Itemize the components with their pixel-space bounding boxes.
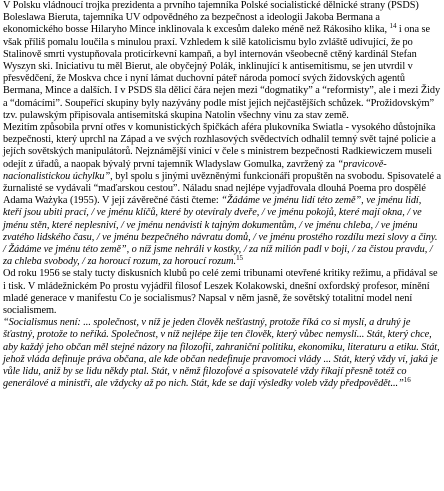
paragraph-text: i ona se však příliš pomalu loučila s minulou praxí. Vzhledem k silě katolicismu bylo zvláště udivující, že po Stalinově smrti vystupňovala proticírkevní kampaň, a byl internován všeobecně ctěný kardinál Stefan Wyszyn ski. Iniciativu tu měl Bierut, ale obyčejný Polák, inklinující k antisemitismu, se jen utvrdil v přesvědčení, že Moskva chce i nyní lámat duchovní páteř národa pomocí svých židovských agentů Bermana, Mince a dalších. I v PSDS šla dělicí čára nejen mezi “dogmatiky” a “reformisty”, ale i mezi Židy a “domácími”. Soupeřící skupiny byly nazývány podle míst jejich nejčastějších schůzek. “Prožidovským” tzv. pulawským připisovala antisemitská skupina Natolin všechny vinu za stav země. bbox=[3, 24, 441, 121]
paragraph-discussion-clubs bbox=[3, 268, 442, 317]
paragraph-poland-leadership bbox=[3, 0, 442, 122]
paragraph-text: V Polsku vládnoucí trojka prezidenta a prvního tajemníka Polské socialistické dělnické strany (PSDS) Boleslawa Bieruta, tajemníka UV odpovědného za bezpečnost a ideologii Jakoba Bermana a ekonomického bosse Hilaryho Mince inklinovala k excesům daleko méně než Rákosiho klika, bbox=[3, 0, 419, 36]
paragraph-text: Mezitím způsobila první otřes v komunistických špičkách aféra plukovníka Swiatla - vysokého důstojníka bezpečnosti, který uprchl na Západ a ve svých rozhlasových svědectvích odhalil temný svět tajné policie a jejích sovětských manipulátorů. Nejznámější vinicí v čele s ministrem bezpečnosti Radkiewiczem museli odejít z úřadů, a naopak bývalý první tajemník Wladyslaw Gomulka, zavržený za bbox=[3, 122, 436, 170]
italic-phrase: “pravicově-nacionalistickou úchylku” bbox=[3, 158, 387, 182]
paragraph-swiatlo-affair bbox=[3, 122, 442, 268]
paragraph-text: , byl spolu s jinými uvězněnými funkcionáři propuštěn na svobodu. Spisovatelé a žurnalisté se vydávali “maďarskou cestou”. Náladu snad nejlépe vyjadřovala dlouhá Poema pro dospělé Adama Ważyka (1955). V její závěrečné části čteme: bbox=[3, 170, 442, 207]
paragraph-kolakowski-quote bbox=[3, 317, 442, 390]
poem-quote: “Žádáme ve jménu lidí této země”, ve jménu lidí, kteří jsou ubiti prací, / ve jménu klíčů, které by otevíraly dveře, / ve jménu pokojů, které mají okna, / ve jménu stěn, které neplesniví, / ve jménu nenávisti k tajným dokumentům, / ve jménu chleba, / ve jménu zvatého lidského času, / ve jménu bezpečného návratu domů, / ve jménu prostého rozdílu mezi slovy a činy. / Žádáme ve jménu této země”, o níž jsme nehráli v kostky, / za níž milión padl v boji, / za čistou pravdu, / za chleba svobody, / za horoucí rozum, za horoucí rozum. bbox=[3, 195, 438, 268]
footnote-ref[interactable]: 15 bbox=[236, 254, 243, 263]
footnote-ref[interactable]: 16 bbox=[403, 376, 411, 385]
footnote-ref[interactable]: 14 bbox=[389, 22, 397, 31]
manifesto-quote: “Socialismus není: ... společnost, v níž je jeden člověk nešťastný, protože říká co si myslí, a druhý je šťastný, protože to neříká. Společnost, v níž nejlépe žije ten člověk, který vůbec nemyslí... Stát, který chce, aby každý jeho občan měl stejné názory na filozofii, zahraniční politiku, ekonomiku, literaturu a etiku. Stát, jehož vláda definuje práva občana, ale kde občan nedefinuje pravomoci vlády ... Stát, který vždy ví, jaká je vůle lidu, aniž by se lidu někdy ptal. Stát, v němž filozofové a spisovatelé vždy říkají přesně totéž co generálové a ministři, ale vždycky až po nich. Stát, kde se dají výsledky voleb vždy předpovědět...” bbox=[3, 317, 440, 390]
paragraph-text: Od roku 1956 se staly tucty diskusních klubů po celé zemi tribunami otevřené kritiky režimu, a přidával se i tisk. V mládežnickém Po prostu vyjádřil filosof Leszek Kolakowski, dnešní oxfordský profesor, mínění mladé generace v manifestu Co je socialismus? Napsal v něm jasně, že sovětský totalitní model není socialismem. bbox=[3, 268, 438, 317]
